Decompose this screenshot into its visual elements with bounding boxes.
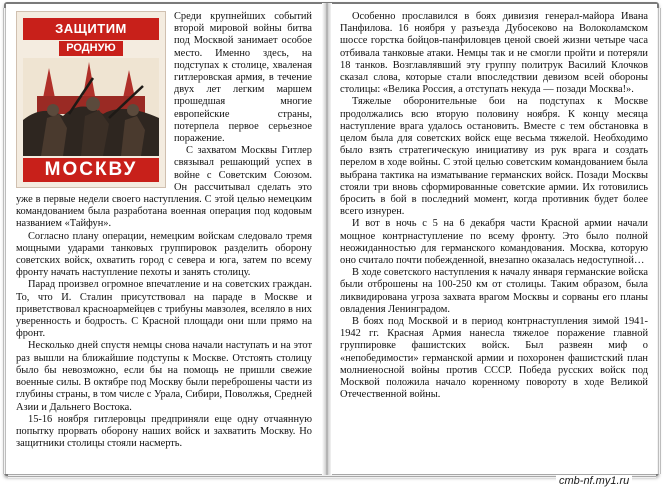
poster-title-bottom: МОСКВУ bbox=[23, 158, 159, 182]
left-page-text bbox=[16, 11, 312, 450]
paragraph-hitler-plans: С захватом Москвы Гитлер связывал решающий успех в войне с Советским Союзом. Он рассчитывал сделать это уже в первые недели своего наступления. С этой целью немецким командованием была разработана военная операция под кодовым названием «Тайфун». bbox=[16, 145, 312, 230]
left-page bbox=[6, 4, 326, 474]
paragraph-january-results: В ходе советского наступления к началу января германские войска были отброшены на 100-250 км от столицы. Таким образом, была ликвидирована угроза захвата врагом Москвы и сорваны его планы овладения Ленинградом. bbox=[340, 267, 648, 315]
paragraph-november-attack: 15-16 ноября гитлеровцы предприняли еще одну отчаянную попытку прорвать оборону наших войск и захватить Москву. Но защитники столицы стояли насмерть. bbox=[16, 413, 312, 450]
poster-soldiers-illustration bbox=[23, 58, 159, 156]
site-watermark: cmb-nf.my1.ru bbox=[556, 475, 632, 487]
right-page bbox=[331, 4, 657, 474]
paragraph-operation-plan: Согласно плану операции, немецким войскам следовало тремя мощными ударами танковых группировок разделить оборону советских войск, охватить город с севера и юга, затем по всему фронту начать наступление пехоты и занять столицу. bbox=[16, 230, 312, 279]
paragraph-counteroffensive: И вот в ночь с 5 на 6 декабря части Красной армии начали мощное контрнаступление по всему фронту. Это было полной неожиданностью для германского командования. Москва, которую оно считало почти побежденной, внезапно оказалась недоступной… bbox=[340, 218, 648, 267]
poster-title-top: ЗАЩИТИМ bbox=[23, 18, 159, 40]
paragraph-victory-significance: В боях под Москвой и в период контрнаступления зимой 1941-1942 гг. Красная Армия нанесла тяжелое поражение главной группировке фашистских войск. Был развеян миф о «непобедимости» германской армии и похоронен фашистский план молниеносной войны против СССР. Победа русских войск под Москвой положила начало коренному повороту в ходе Великой Отечественной войны. bbox=[340, 316, 648, 401]
intro-paragraph: Среди крупнейших событий второй мировой войны битва под Москвой занимает особое место. Именно здесь, на подступах к столице, хваленая гитлеровская армия, в течение двух лет легким маршем прошедшая многие европейские страны, потерпела первое серьезное поражение. bbox=[174, 11, 312, 145]
paragraph-defensive-battles: Тяжелые оборонительные бои на подступах к Москве продолжались всю вторую половину ноября. К концу месяца наступление врага удалось остановить. Вместе с тем обстановка в целом была для советских войск еще весьма тяжелой. Необходимо было взять стратегическую инициативу из рук врага и создать перелом в ходе войны. С этой целью советским командованием была выбрана тактика на изматывание германских войск. Позади Москвы стояли три вновь сформированные советские армии. Их готовились бросить в бой в последний момент, когда противник будет более всего изнурен. bbox=[340, 96, 648, 218]
paragraph-panfilov: Особенно прославился в боях дивизия генерал-майора Ивана Панфилова. 16 ноября у разъезда Дубосеково на Волоколамском шоссе горстка бойцов-панфиловцев ценой своей жизни четыре часа отбивала танковые атаки. Немцы так и не смогли пройти и потеряли 18 танков. Возглавлявший эту группу политрук Василий Клочков сказал слова, которые стали впоследствии девизом всей обороны столицы: «Велика Россия, а отступать некуда — позади Москва!». bbox=[340, 11, 648, 96]
paragraph-new-offensive: Несколько дней спустя немцы снова начали наступать и на этот раз вышли на ближайшие подступы к Москве. Отстоять столицу было бы невозможно, если бы на помощь не пришли свежие военные силы. В октябре под Москву были переброшены части из глубины страны, в том числе с Урала, Сибири, Поволжья, Средней Азии и Дальнего Востока. bbox=[16, 340, 312, 413]
poster-title-mid: РОДНУЮ bbox=[59, 41, 123, 56]
poster-image bbox=[16, 11, 166, 188]
paragraph-parade: Парад произвел огромное впечатление и на советских граждан. То, что И. Сталин присутствовал на параде в Москве и приветствовал красноармейцев с трибуны мавзолея, вселяло в них уверенность и бодрость. С Красной площади они шли прямо на фронт. bbox=[16, 279, 312, 340]
right-page-text bbox=[340, 11, 648, 402]
